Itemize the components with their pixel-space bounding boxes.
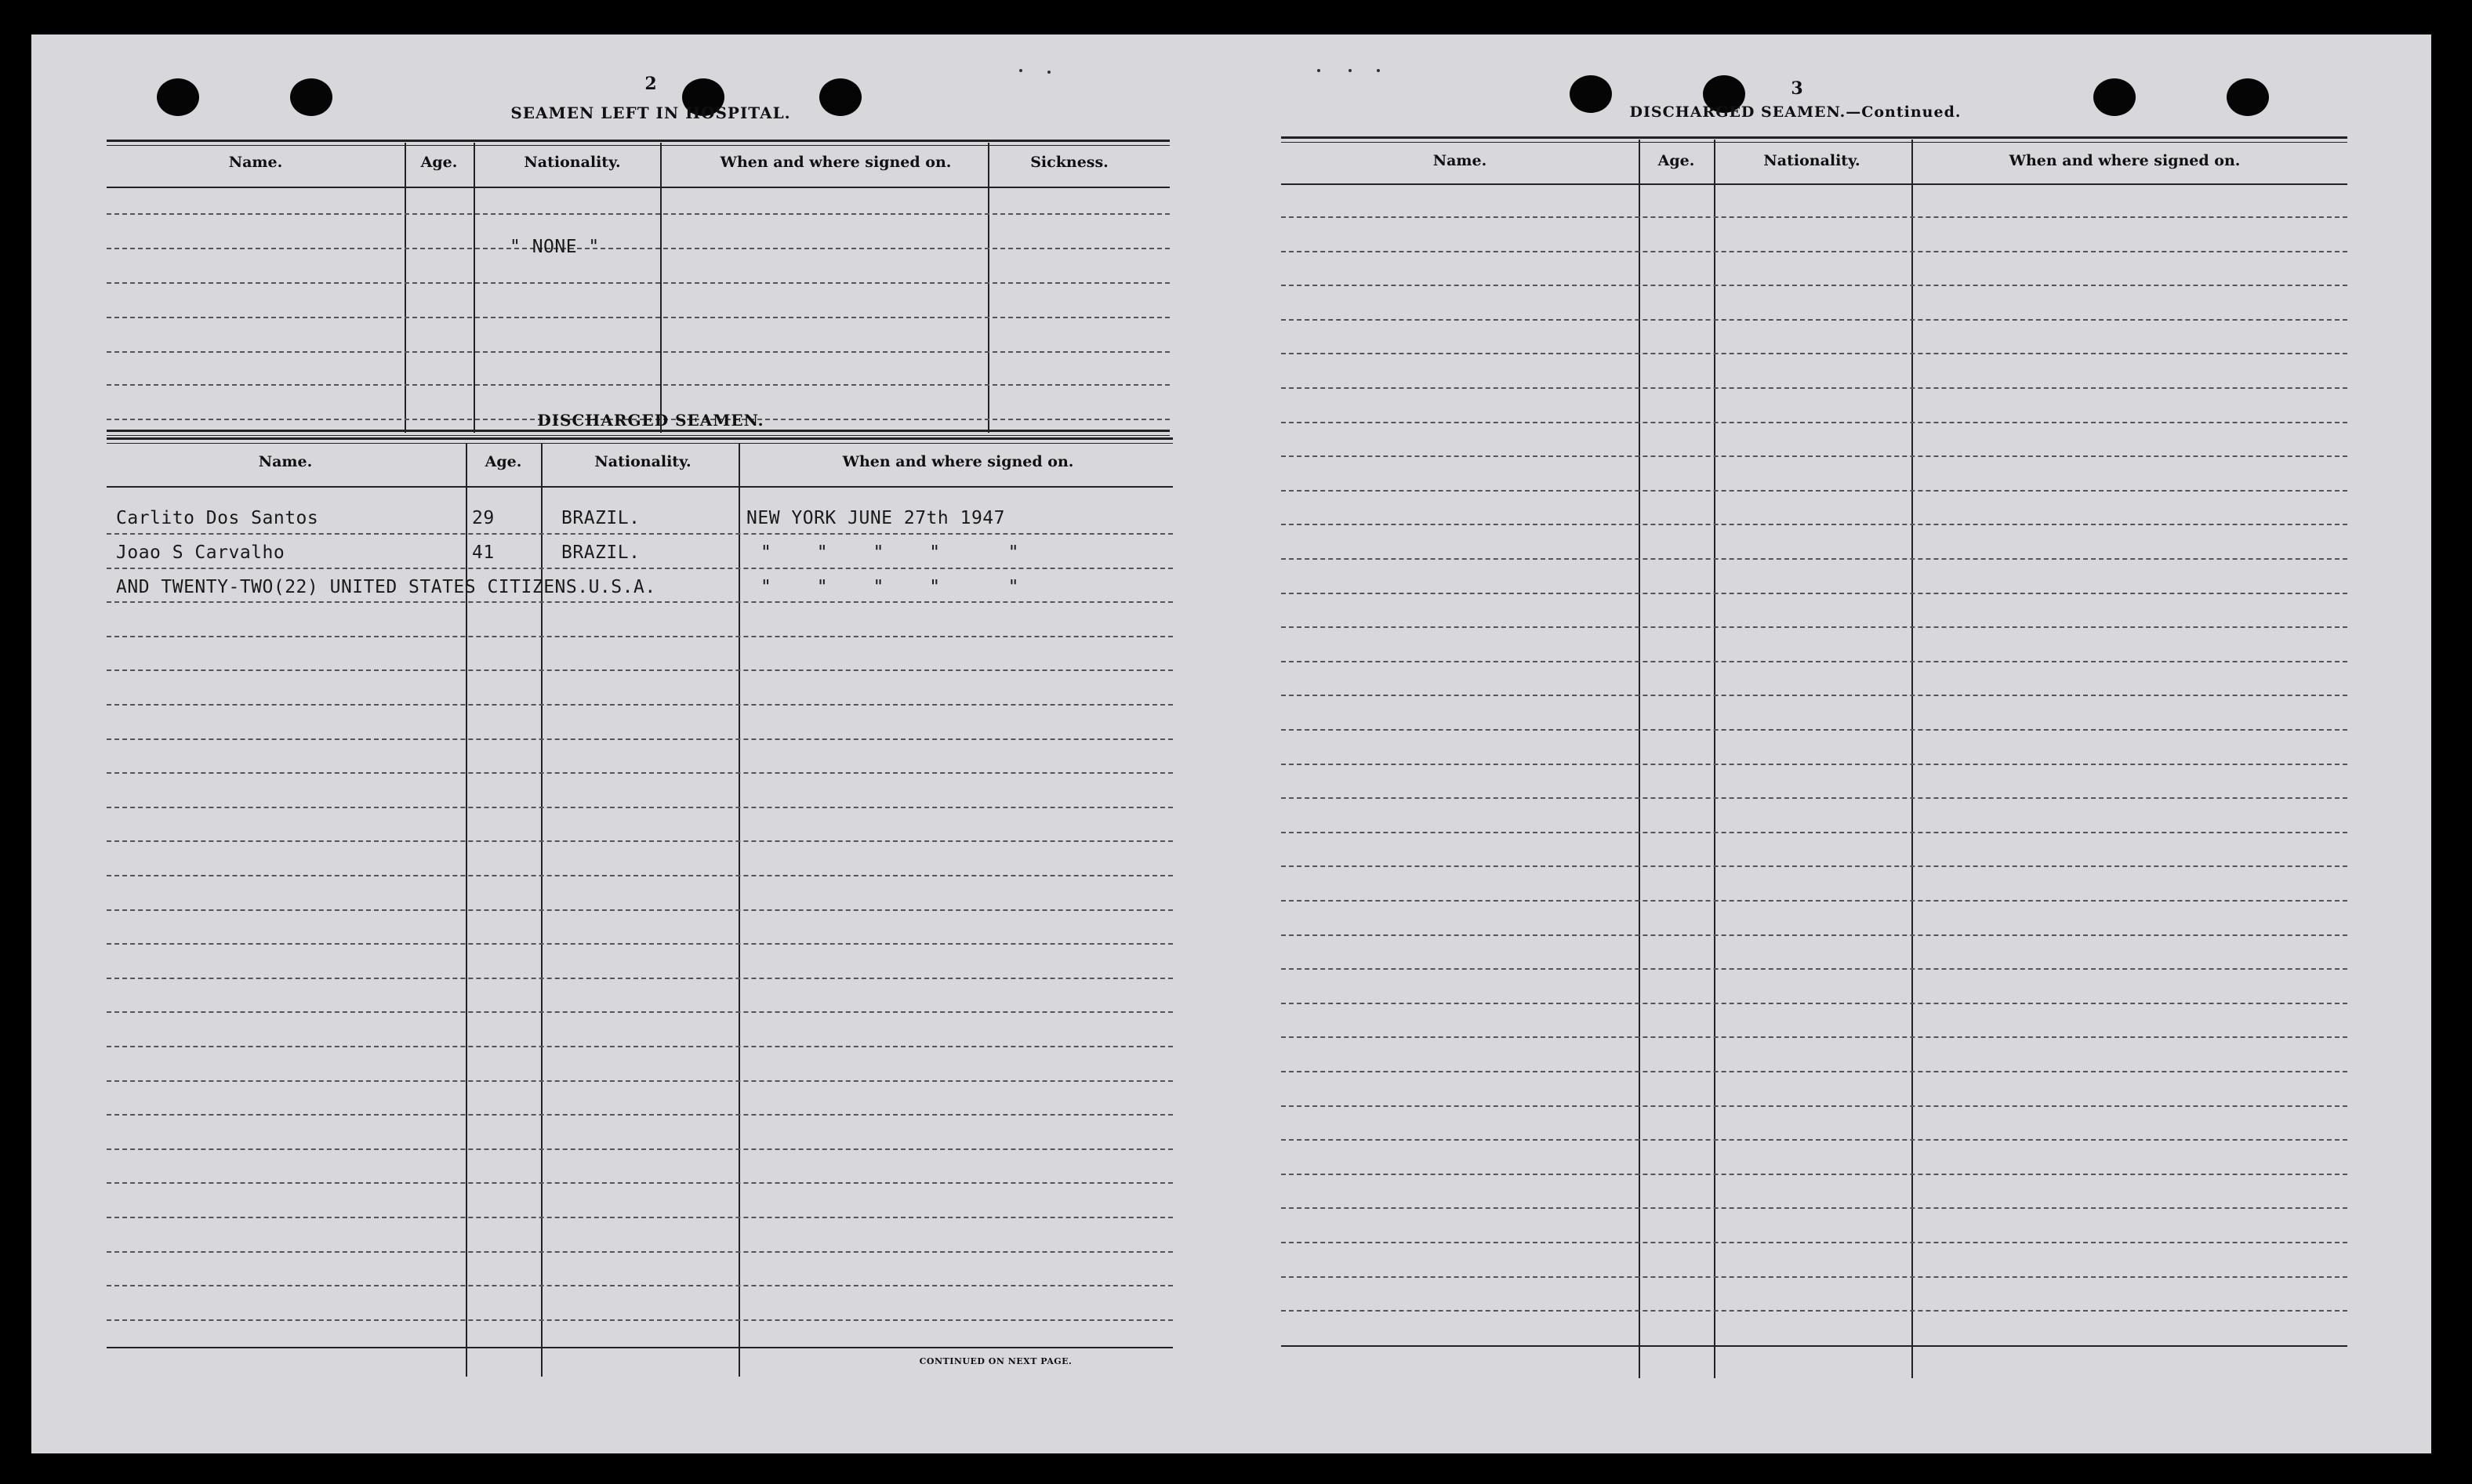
hospital-col-divider (405, 143, 406, 433)
hospital-row-line (107, 248, 1170, 249)
right-table-bottom-rule (1281, 1345, 2347, 1347)
right-table-top-rule (1281, 136, 2347, 139)
seaman-name: Carlito Dos Santos (116, 508, 319, 528)
ruled-row-line (107, 738, 1173, 740)
hospital-col-divider (474, 143, 475, 433)
ruled-row-line (107, 1285, 1173, 1286)
ruled-row-line (107, 1182, 1173, 1184)
ruled-row-line (1281, 1207, 2347, 1209)
hospital-col-signed-on: When and where signed on. (720, 154, 952, 171)
ruled-row-line (107, 1080, 1173, 1082)
ruled-row-line (1281, 934, 2347, 936)
ruled-row-line (1281, 1036, 2347, 1038)
ruled-row-line (107, 601, 1173, 603)
ruled-row-line (107, 704, 1173, 706)
ink-speck (1019, 69, 1022, 72)
ruled-row-line (1281, 455, 2347, 457)
ruled-row-line (1281, 661, 2347, 662)
ruled-row-line (107, 636, 1173, 637)
hospital-row-line (107, 213, 1170, 215)
ruled-row-line (1281, 1071, 2347, 1072)
ruled-row-line (107, 943, 1173, 945)
ruled-row-line (107, 1319, 1173, 1321)
seaman-nationality: BRAZIL. (561, 508, 641, 528)
seaman-signed-on: " " " " " (760, 542, 1019, 563)
ruled-row-line (107, 909, 1173, 911)
ruled-row-line (1281, 593, 2347, 594)
seaman-nationality: BRAZIL. (561, 542, 641, 563)
ink-speck (1047, 71, 1051, 74)
ruled-row-line (1281, 285, 2347, 286)
hospital-col-divider (988, 143, 989, 433)
ruled-row-line (107, 978, 1173, 979)
ruled-row-line (1281, 729, 2347, 731)
continued-footer: CONTINUED ON NEXT PAGE. (919, 1356, 1073, 1366)
discharged-table-bottom-rule (107, 1347, 1173, 1348)
hospital-row-line (107, 384, 1170, 386)
ruled-row-line (1281, 764, 2347, 765)
ruled-row-line (107, 1011, 1173, 1013)
ruled-row-line (107, 1114, 1173, 1116)
seaman-age: 29 (472, 508, 495, 528)
discharged-col-signed-on: When and where signed on. (842, 453, 1074, 470)
ruled-row-line (107, 1217, 1173, 1218)
seaman-age: 41 (472, 542, 495, 563)
hospital-table-header-rule (107, 187, 1170, 188)
page-number-left: 2 (644, 74, 657, 94)
ruled-row-line (107, 1148, 1173, 1150)
hospital-col-age: Age. (420, 154, 458, 171)
punch-hole (157, 78, 199, 116)
citizens-note: AND TWENTY-TWO(22) UNITED STATES CITIZENS.U.S.A. (116, 577, 656, 597)
ruled-row-line (107, 669, 1173, 671)
ruled-row-line (1281, 524, 2347, 525)
ruled-row-line (1281, 490, 2347, 492)
hospital-section-title: SEAMEN LEFT IN HOSPITAL. (510, 103, 791, 122)
ruled-row-line (1281, 797, 2347, 799)
ruled-row-line (1281, 251, 2347, 252)
discharged-section-top-rule (107, 430, 1170, 432)
ruled-row-line (107, 875, 1173, 876)
ruled-row-line (107, 568, 1173, 569)
ruled-row-line (1281, 422, 2347, 423)
ink-speck (1349, 69, 1352, 72)
right-col-name: Name. (1432, 152, 1487, 169)
punch-hole (290, 78, 332, 116)
hospital-col-sickness: Sickness. (1030, 154, 1109, 171)
discharged-col-age: Age. (485, 453, 522, 470)
punch-hole (2093, 78, 2136, 116)
seaman-name: Joao S Carvalho (116, 542, 285, 563)
ruled-row-line (1281, 353, 2347, 354)
ink-speck (1377, 69, 1380, 72)
discharged-table-header-rule (107, 486, 1173, 488)
ruled-row-line (1281, 319, 2347, 321)
ruled-row-line (1281, 626, 2347, 628)
ink-speck (1317, 69, 1320, 72)
ruled-row-line (107, 1251, 1173, 1253)
punch-hole (2227, 78, 2269, 116)
ruled-row-line (1281, 900, 2347, 902)
ruled-row-line (1281, 1174, 2347, 1175)
hospital-col-nationality: Nationality. (524, 154, 621, 171)
right-section-title: DISCHARGED SEAMEN.—Continued. (1629, 103, 1962, 121)
page-number-right: 3 (1791, 78, 1803, 99)
right-col-nationality: Nationality. (1763, 152, 1860, 169)
right-col-age: Age. (1657, 152, 1695, 169)
right-col-divider (1714, 140, 1715, 1378)
ruled-row-line (1281, 558, 2347, 560)
ruled-row-line (107, 1046, 1173, 1047)
ruled-row-line (1281, 1242, 2347, 1243)
ruled-row-line (1281, 1003, 2347, 1004)
ruled-row-line (1281, 216, 2347, 218)
ruled-row-line (107, 533, 1173, 535)
ruled-row-line (1281, 1139, 2347, 1141)
ruled-row-line (1281, 832, 2347, 833)
ruled-row-line (107, 840, 1173, 842)
ruled-row-line (1281, 695, 2347, 696)
citizens-note-ditto: " " " " " (760, 577, 1019, 597)
hospital-row-line (107, 282, 1170, 284)
discharged-section-title: DISCHARGED SEAMEN. (537, 411, 764, 430)
ruled-row-line (1281, 1310, 2347, 1312)
ruled-row-line (1281, 865, 2347, 867)
ruled-row-line (107, 772, 1173, 774)
hospital-col-name: Name. (228, 154, 283, 171)
discharged-col-nationality: Nationality. (594, 453, 692, 470)
ruled-row-line (1281, 1276, 2347, 1278)
hospital-col-divider (660, 143, 662, 433)
ruled-row-line (107, 807, 1173, 808)
hospital-table-top-rule (107, 140, 1170, 142)
hospital-row-line (107, 351, 1170, 353)
ruled-row-line (1281, 1105, 2347, 1107)
right-col-divider (1911, 140, 1913, 1378)
discharged-table-top-rule (107, 437, 1173, 440)
ruled-row-line (1281, 387, 2347, 389)
hospital-row-line (107, 317, 1170, 318)
hospital-entry-none: " NONE " (510, 237, 600, 257)
seaman-signed-on: NEW YORK JUNE 27th 1947 (746, 508, 1005, 528)
right-col-signed-on: When and where signed on. (2009, 152, 2241, 169)
right-table-header-rule (1281, 183, 2347, 185)
discharged-col-name: Name. (258, 453, 313, 470)
document-sheet (31, 34, 2431, 1453)
ruled-row-line (1281, 968, 2347, 970)
right-col-divider (1639, 140, 1640, 1378)
